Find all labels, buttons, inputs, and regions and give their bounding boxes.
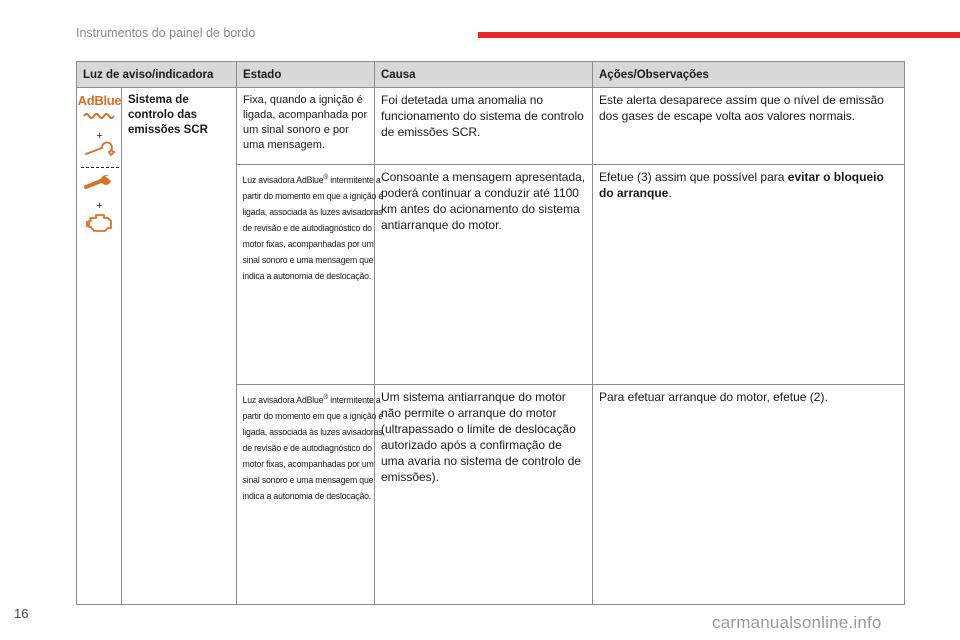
table-header-row	[77, 62, 905, 88]
system-name: Sistema de controlo das emissões SCR	[122, 88, 237, 605]
warning-light-table	[76, 61, 905, 605]
action-cell: Este alerta desaparece assim que o nível de emissão dos gases de escape volta aos valores normais.	[593, 88, 905, 165]
column-header: Luz de aviso/indicadora	[77, 62, 237, 88]
header-accent-bar	[478, 32, 960, 38]
engine-check-icon	[77, 212, 122, 239]
column-header: Estado	[237, 62, 375, 88]
cause-cell: Consoante a mensagem apresentada, poderá continuar a conduzir até 1100 km antes do acionamento do sistema antiarranque do motor.	[375, 165, 593, 385]
action-cell: Para efetuar arranque do motor, efetue (2).	[593, 385, 905, 605]
column-header: Ações/Observações	[593, 62, 905, 88]
wrench-solid-icon	[77, 174, 122, 195]
state-cell: Fixa, quando a ignição é ligada, acompanhada por um sinal sonoro e por uma mensagem.	[237, 88, 375, 165]
wrench-outline-icon	[77, 140, 122, 163]
table-row	[77, 88, 905, 165]
plus-sign: +	[96, 130, 103, 142]
column-header: Causa	[375, 62, 593, 88]
cause-cell: Um sistema antiarranque do motor não permite o arranque do motor (ultrapassado o limite de deslocação autorizado após a confirmação de uma avaria no sistema de controlo de emissões).	[375, 385, 593, 605]
adblue-wave-icon	[83, 112, 117, 120]
state-cell: Luz avisadora AdBlue® intermitente a partir do momento em que a ignição é ligada, associada às luzes avisadoras de revisão e de autodiagnóstico do motor fixas, acompanhadas por um sinal sonoro e uma mensagem que indica a autonomia de deslocação.	[237, 385, 375, 605]
dashed-separator	[81, 167, 119, 168]
watermark: carmanualsonline.info	[712, 613, 882, 632]
action-cell: Efetue (3) assim que possível para evitar o bloqueio do arranque.	[593, 165, 905, 385]
plus-sign: +	[96, 200, 103, 212]
icons-cell	[77, 88, 122, 605]
section-title: Instrumentos do painel de bordo	[76, 26, 256, 40]
page-number: 16	[14, 606, 29, 621]
cause-cell: Foi detetada uma anomalia no funcionamento do sistema de controlo de emissões SCR.	[375, 88, 593, 165]
adblue-icon: AdBlue	[77, 94, 122, 125]
state-cell: Luz avisadora AdBlue® intermitente a partir do momento em que a ignição é ligada, associada às luzes avisadoras de revisão e de autodiagnóstico do motor fixas, acompanhadas por um sinal sonoro e uma mensagem que indica a autonomia de deslocação.	[237, 165, 375, 385]
